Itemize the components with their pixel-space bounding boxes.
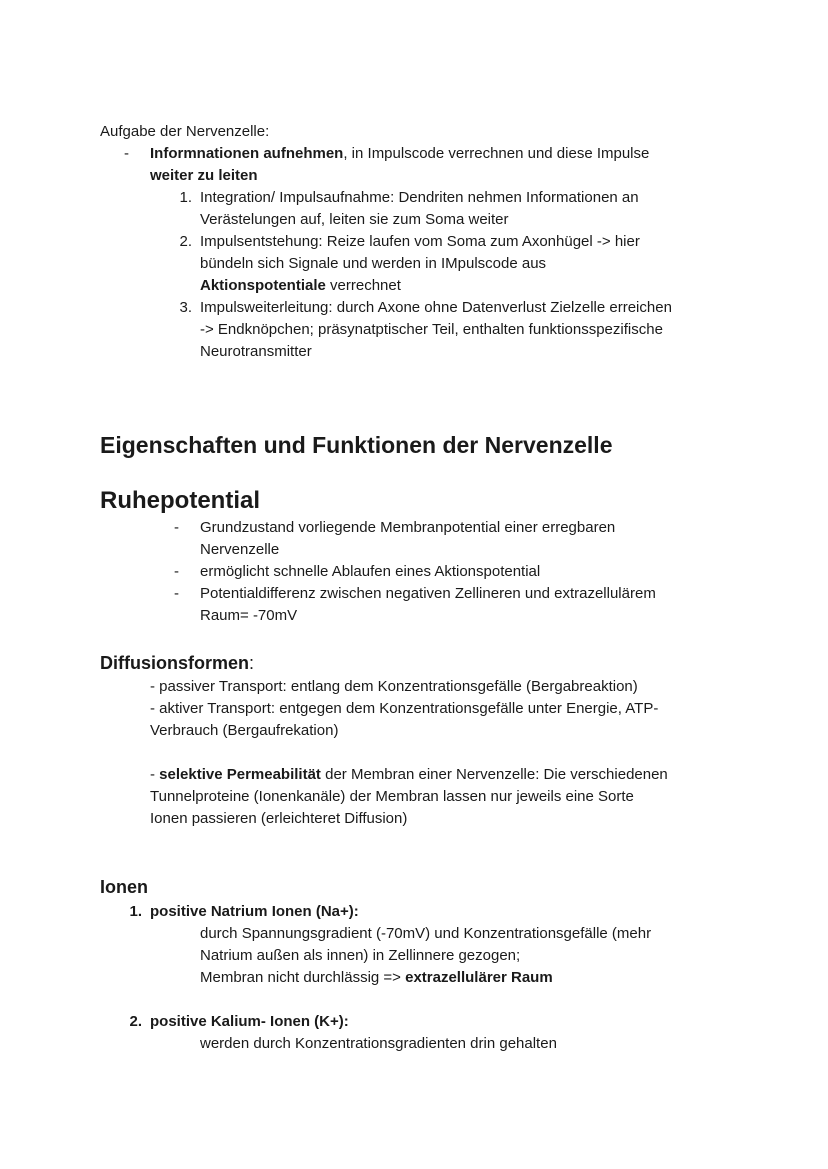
- list-item-text: Verästelungen auf, leiten sie zum Soma weiter: [200, 211, 509, 228]
- paragraph-line: Verbrauch (Bergaufrekation): [150, 722, 339, 739]
- list-item-text: Grundzustand vorliegende Membranpotential einer erregbaren: [200, 519, 616, 536]
- list-item-text: Natrium außen als innen) in Zellinnere gezogen;: [200, 947, 521, 964]
- bold-text: Informnationen aufnehmen: [150, 145, 344, 162]
- list-item-text: Neurotransmitter: [200, 343, 312, 360]
- text: der Membran einer Nervenzelle: Die verschiedenen: [320, 766, 668, 783]
- list-item-title: positive Natrium Ionen (Na+):: [150, 903, 359, 920]
- diffusionsformen-title: [100, 651, 254, 675]
- bullet-dash: -: [124, 145, 129, 162]
- list-item-text: bündeln sich Signale und werden in IMpulscode aus: [200, 255, 547, 272]
- bold-text: extrazellulärer Raum: [405, 969, 553, 986]
- list-item-text: werden durch Konzentrationsgradienten drin gehalten: [200, 1035, 557, 1052]
- list-item-text: Potentialdifferenz zwischen negativen Zellineren und extrazellulärem: [200, 585, 656, 602]
- list-item-text: Nervenzelle: [200, 541, 280, 558]
- bullet-dash: -: [174, 519, 179, 536]
- intro-bullet-line2: weiter zu leiten: [150, 167, 258, 184]
- bold-text: selektive Permeabilität: [159, 766, 321, 783]
- list-item-text: -> Endknöpchen; präsynatptischer Teil, enthalten funktionsspezifische: [200, 321, 663, 338]
- section-title: Eigenschaften und Funktionen der Nervenzelle: [100, 432, 613, 458]
- list-item-text: [200, 967, 553, 989]
- list-number: 2.: [129, 1013, 142, 1030]
- list-number: 3.: [179, 299, 192, 316]
- paragraph-line: Tunnelproteine (Ionenkanäle) der Membran lassen nur jeweils eine Sorte: [150, 788, 634, 805]
- list-number: 2.: [179, 233, 192, 250]
- text: -: [150, 766, 160, 783]
- list-item-text: Raum= -70mV: [200, 607, 298, 624]
- ionen-title: Ionen: [100, 877, 148, 897]
- paragraph-line: [150, 764, 668, 786]
- list-item-text: durch Spannungsgradient (-70mV) und Konzentrationsgefälle (mehr: [200, 925, 652, 942]
- paragraph-line: - passiver Transport: entlang dem Konzentrationsgefälle (Bergabreaktion): [150, 678, 638, 695]
- title-suffix: :: [249, 653, 255, 673]
- intro-bullet-line1: [150, 143, 649, 165]
- paragraph-line: - aktiver Transport: entgegen dem Konzentrationsgefälle unter Energie, ATP-: [150, 700, 659, 717]
- list-item-text: ermöglicht schnelle Ablaufen eines Aktionspotential: [200, 563, 541, 580]
- list-number: 1.: [129, 903, 142, 920]
- bullet-dash: -: [174, 585, 179, 602]
- title-text: Diffusionsformen: [100, 653, 250, 673]
- list-item-text: Impulsentstehung: Reize laufen vom Soma zum Axonhügel -> hier: [200, 233, 640, 250]
- bold-text: Aktionspotentiale: [200, 277, 326, 294]
- list-number: 1.: [179, 189, 192, 206]
- list-item-text: Impulsweiterleitung: durch Axone ohne Datenverlust Zielzelle erreichen: [200, 299, 672, 316]
- paragraph-line: Ionen passieren (erleichteret Diffusion): [150, 810, 408, 827]
- bullet-dash: -: [174, 563, 179, 580]
- text: verrechnet: [325, 277, 401, 294]
- text: , in Impulscode verrechnen und diese Impulse: [343, 145, 650, 162]
- text: Membran nicht durchlässig =>: [200, 969, 406, 986]
- list-item-text: [200, 275, 401, 297]
- ruhepotential-title: Ruhepotential: [100, 487, 260, 514]
- intro-heading: Aufgabe der Nervenzelle:: [100, 123, 270, 140]
- list-item-title: positive Kalium- Ionen (K+):: [150, 1013, 349, 1030]
- list-item-text: Integration/ Impulsaufnahme: Dendriten nehmen Informationen an: [200, 189, 639, 206]
